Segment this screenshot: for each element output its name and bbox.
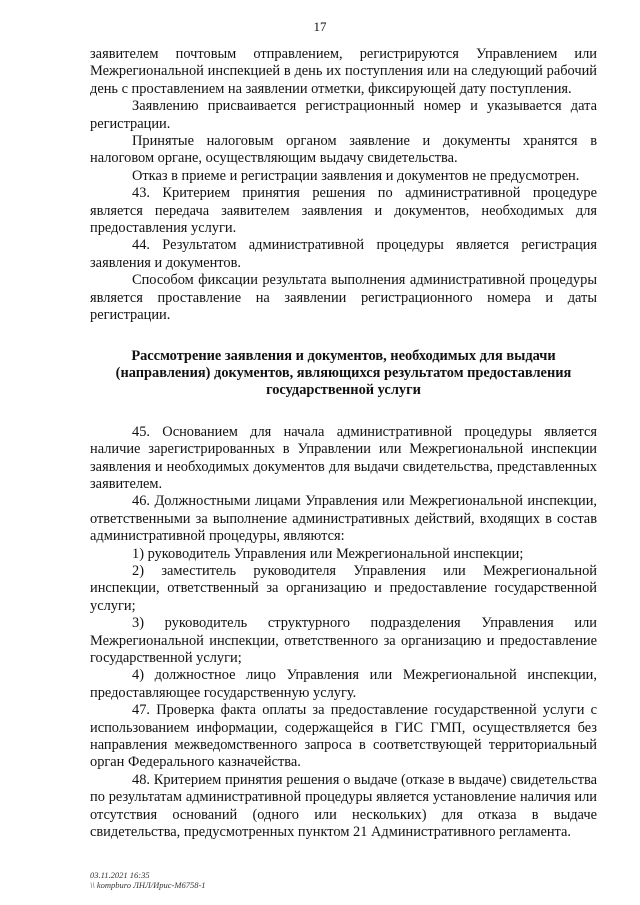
section-heading: Рассмотрение заявления и документов, необходимых для выдачи (направления) документов, являющихся результатом предоставления государственной услуги <box>115 347 572 399</box>
paragraph: 43. Критерием принятия решения по административной процедуре является передача заявителем заявления и документов, необходимых для предоставления услуги. <box>90 185 597 237</box>
paragraph-group-a <box>90 46 597 325</box>
paragraph: 3) руководитель структурного подразделения Управления или Межрегиональной инспекции, ответственного за организацию и предоставление государственной услуги; <box>90 615 597 666</box>
paragraph: Принятые налоговым органом заявление и документы хранятся в налоговом органе, осуществляющим выдачу свидетельства. <box>90 133 597 167</box>
paragraph: Заявлению присваивается регистрационный номер и указывается дата регистрации. <box>90 98 597 132</box>
paragraph: 4) должностное лицо Управления или Межрегиональной инспекции, предоставляющее государственную услугу. <box>90 667 597 701</box>
paragraph: заявителем почтовым отправлением, регистрируются Управлением или Межрегиональной инспекцией в день их поступления или на следующий рабочий день с проставлением на заявлении отметки, фиксирующей дату поступления. <box>90 46 597 97</box>
paragraph: Способом фиксации результата выполнения административной процедуры является проставление на заявлении регистрационного номера и даты регистрации. <box>90 272 597 324</box>
paragraph: 46. Должностными лицами Управления или Межрегиональной инспекции, ответственными за выполнение административных действий, входящих в состав административной процедуры, являются: <box>90 493 597 545</box>
paragraph: Отказ в приеме и регистрации заявления и документов не предусмотрен. <box>132 167 580 184</box>
paragraph: 1) руководитель Управления или Межрегиональной инспекции; <box>132 545 524 562</box>
paragraph: 44. Результатом административной процедуры является регистрация заявления и документов. <box>90 237 597 271</box>
paragraph: 47. Проверка факта оплаты за предоставление государственной услуги с использованием информации, содержащейся в ГИС ГМП, осуществляется без направления межведомственного запроса в соответствующей территориальный орган Федерального казначейства. <box>90 702 597 771</box>
footer-file: \\ kompburo ЛНЛ/Ирис-М6758-1 <box>90 880 206 890</box>
footer-date: 03.11.2021 16:35 <box>90 870 150 880</box>
paragraph: 2) заместитель руководителя Управления или Межрегиональной инспекции, ответственный за организацию и предоставление государственной услуги; <box>90 562 597 614</box>
document-body <box>90 46 597 841</box>
page-number: 17 <box>313 19 327 34</box>
footer-stamp <box>90 870 206 890</box>
paragraph-group-b <box>90 424 597 842</box>
paragraph: 48. Критерием принятия решения о выдаче (отказе в выдаче) свидетельства по результатам административной процедуры является установление наличия или отсутствия оснований (одного или нескольких) для отказа в выдаче свидетельства, предусмотренных пунктом 21 Административного регламента. <box>90 771 597 841</box>
paragraph: 45. Основанием для начала административной процедуры является наличие зарегистрированных в Управлении или Межрегиональной инспекции заявления и необходимых документов для выдачи свидетельства, представленных заявителем. <box>90 423 597 492</box>
